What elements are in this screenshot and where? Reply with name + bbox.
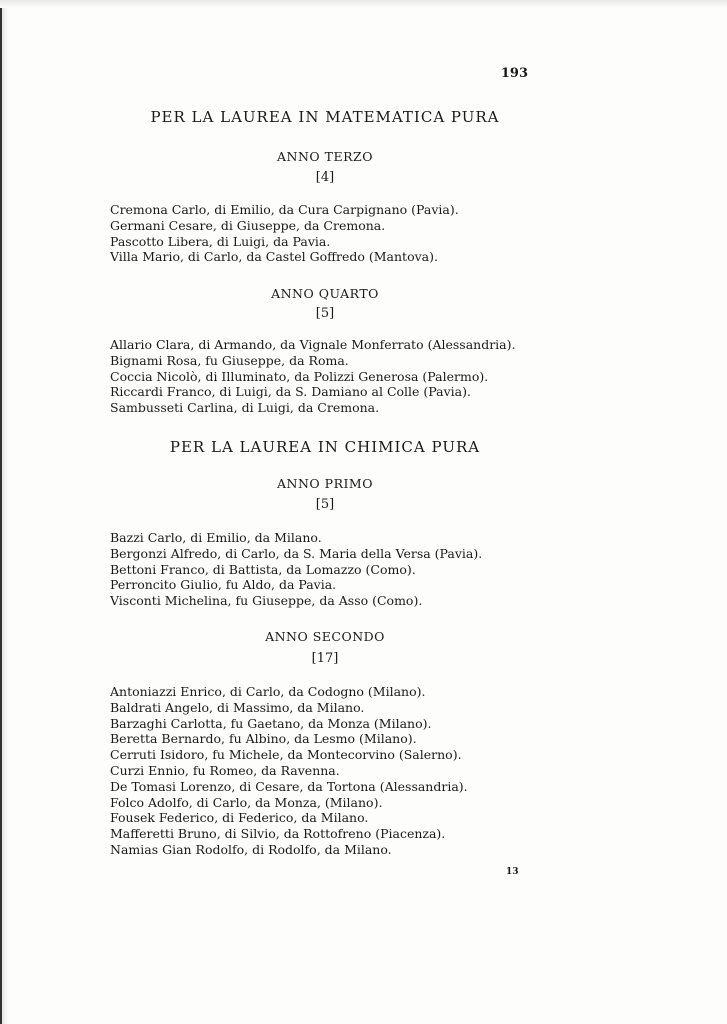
list-item: Barzaghi Carlotta, fu Gaetano, da Monza (Milano). [110,715,432,731]
list-item: Villa Mario, di Carlo, da Castel Goffredo (Mantova). [110,249,438,265]
student-count-quarto: [5] [315,306,335,321]
list-item: Pascotto Libera, di Luigi, da Pavia. [110,233,331,249]
page-left-edge [0,0,8,1024]
student-list-quarto [110,337,515,416]
year-heading-terzo: ANNO TERZO [277,149,373,164]
list-item: Beretta Bernardo, fu Albino, da Lesmo (Milano). [110,731,417,747]
page-number: 193 [500,66,528,81]
list-item: Bergonzi Alfredo, di Carlo, da S. Maria della Versa (Pavia). [110,545,483,561]
list-item: Riccardi Franco, di Luigi, da S. Damiano al Colle (Pavia). [110,384,471,400]
student-count-primo: [5] [315,497,335,512]
year-heading-primo: ANNO PRIMO [277,476,373,491]
list-item: Mafferetti Bruno, di Silvio, da Rottofreno (Piacenza). [110,826,446,842]
student-list-primo [110,530,482,609]
list-item: Germani Cesare, di Giuseppe, da Cremona. [110,217,386,233]
student-list-secondo [110,684,468,858]
list-item: Visconti Michelina, fu Giuseppe, da Asso (Como). [110,593,423,609]
list-item: Namias Gian Rodolfo, di Rodolfo, da Milano. [110,841,392,857]
student-list-terzo [110,202,459,265]
page-top-edge [0,0,727,8]
year-heading-secondo: ANNO SECONDO [265,629,385,644]
list-item: Sambusseti Carlina, di Luigi, da Cremona. [110,400,380,416]
section-title-chimica: PER LA LAUREA IN CHIMICA PURA [169,438,481,456]
list-item: Bignami Rosa, fu Giuseppe, da Roma. [110,352,349,368]
student-count-terzo: [4] [315,170,335,185]
list-item: De Tomasi Lorenzo, di Cesare, da Tortona (Alessandria). [110,778,468,794]
list-item: Bazzi Carlo, di Emilio, da Milano. [110,530,322,545]
list-item: Bettoni Franco, di Battista, da Lomazzo (Como). [110,561,416,577]
list-item: Cremona Carlo, di Emilio, da Cura Carpignano (Pavia). [110,202,459,217]
year-heading-quarto: ANNO QUARTO [271,286,379,301]
section-title-matematica: PER LA LAUREA IN MATEMATICA PURA [150,108,500,126]
list-item: Cerruti Isidoro, fu Michele, da Montecorvino (Salerno). [110,747,462,763]
list-item: Fousek Federico, di Federico, da Milano. [110,810,369,826]
list-item: Coccia Nicolò, di Illuminato, da Polizzi Generosa (Palermo). [110,368,489,384]
list-item: Baldrati Angelo, di Massimo, da Milano. [110,699,365,715]
list-item: Antoniazzi Enrico, di Carlo, da Codogno (Milano). [110,684,426,699]
list-item: Folco Adolfo, di Carlo, da Monza, (Milano). [110,794,383,810]
student-count-secondo: [17] [311,651,339,666]
list-item: Perroncito Giulio, fu Aldo, da Pavia. [110,577,337,593]
signature-mark: 13 [506,867,519,877]
list-item: Allario Clara, di Armando, da Vignale Monferrato (Alessandria). [110,337,516,352]
list-item: Curzi Ennio, fu Romeo, da Ravenna. [110,762,340,778]
